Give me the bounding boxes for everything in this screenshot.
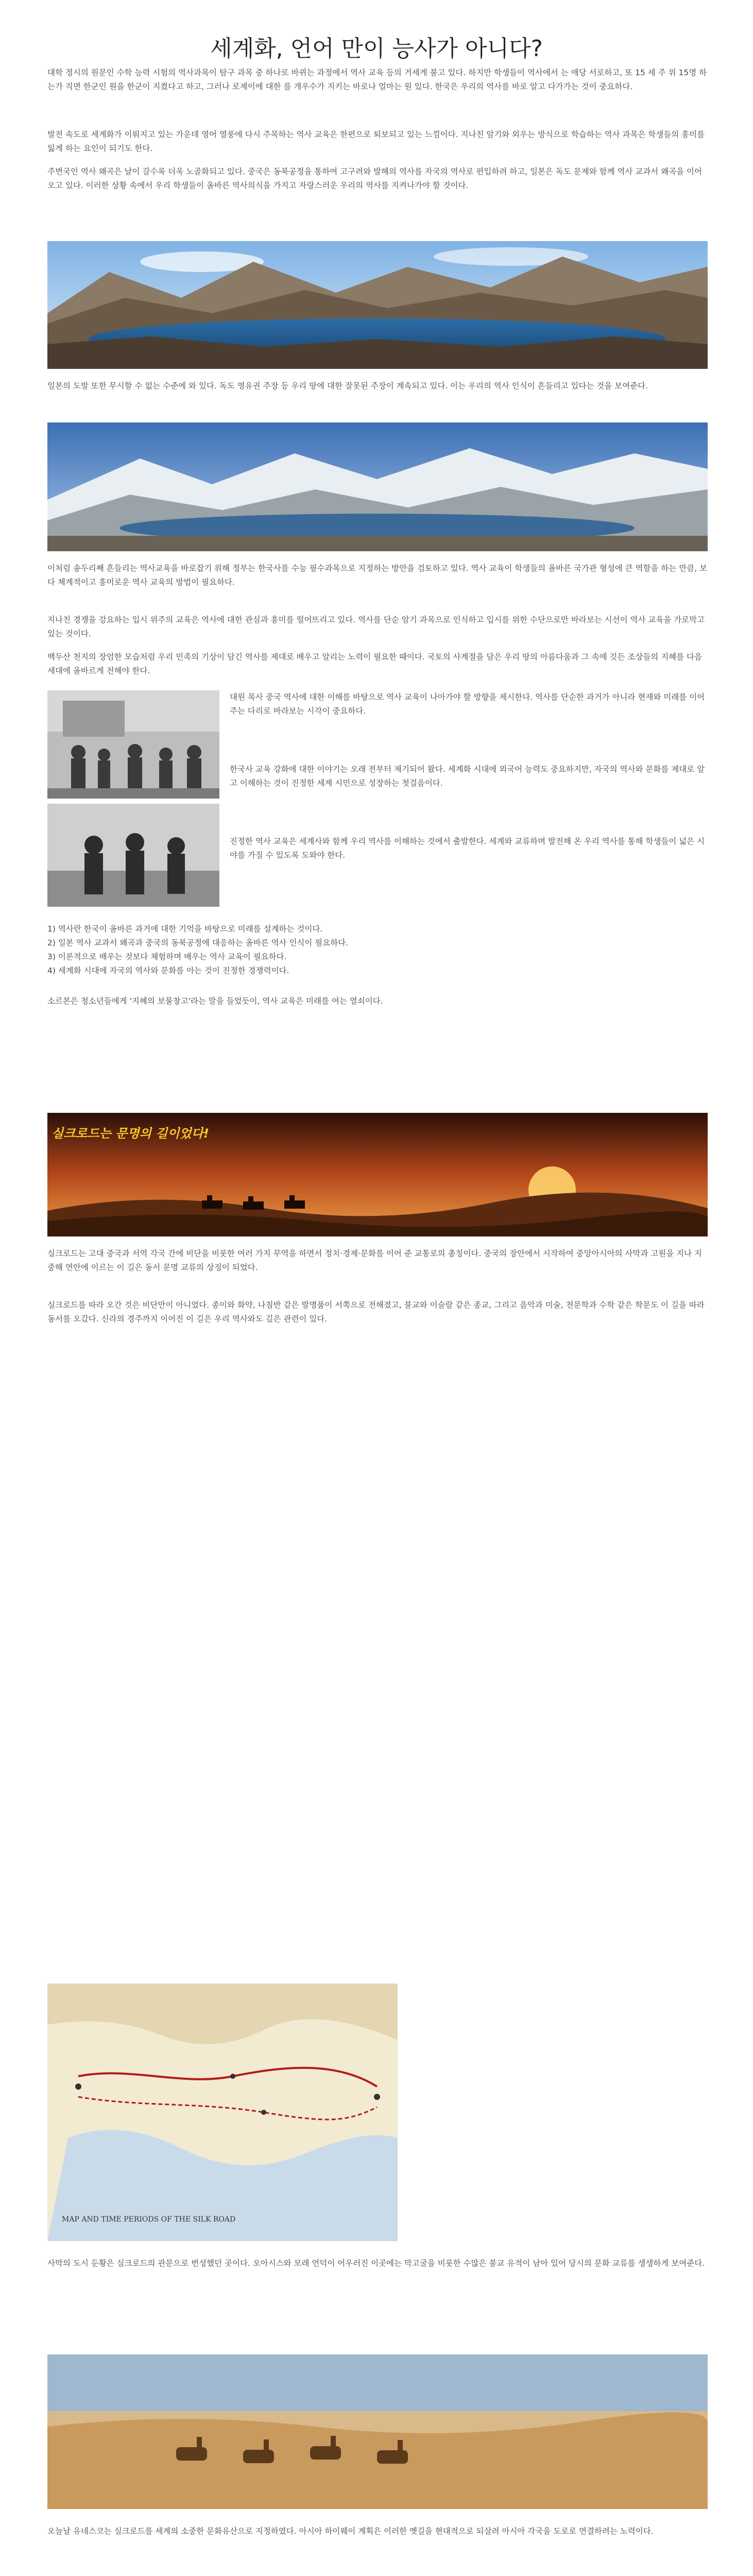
paragraph-8: 대원 목사 중국 역사에 대한 이해를 바탕으로 역사 교육이 나아가야 할 방향을 제시한다. 역사를 단순한 과거가 아니라 현재와 미래를 이어주는 다리로 바라보는 시각이 중요하다. [230,692,705,716]
silk-paragraph-2: 실크로드를 따라 오간 것은 비단만이 아니었다. 종이와 화약, 나침반 같은 발명품이 서쪽으로 전해졌고, 불교와 이슬람 같은 종교, 그리고 음악과 미술, 천문학과 수학 같은 학문도 이 길을 따라 동서를 오갔다. 신라의 경주까지 이어진 이 길은 우리 역사와도 깊은 관련이 있다. [47,1300,705,1324]
list-item-2: 2) 일본 역사 교과서 왜곡과 중국의 동북공정에 대응하는 올바른 역사 인식이 필요하다. [47,938,349,947]
closing-paragraph: 소르본은 청소년들에게 '지혜의 보물창고'라는 말을 들었듯이, 역사 교육은 미래를 여는 열쇠이다. [47,996,383,1006]
page-title: 세계화, 언어 만이 능사가 아니다? [210,36,543,62]
photo-heaven-lake [47,241,708,369]
map-silk-road-caption: MAP AND TIME PERIODS OF THE SILK ROAD [62,2215,236,2224]
photo-camel-caravan [47,2354,708,2509]
paragraph-2: 발전 속도로 세계화가 이뤄지고 있는 가운데 영어 열풍에 다시 주목하는 역사 교육은 한편으로 퇴보되고 있는 느낌이다. 지나친 암기와 외우는 방식으로 학습하는 역사 과목은 학생들의 흥미를 잃게 하는 요인이 되기도 한다. [47,130,705,153]
paragraph-5: 이처럼 송두리째 흔들리는 역사교육을 바로잡기 위해 정부는 한국사를 수능 필수과목으로 지정하는 방안을 검토하고 있다. 역사 교육이 학생들의 올바른 국가관 형성에 큰 역할을 하는 만큼, 보다 체계적이고 흥미로운 역사 교육의 방법이 필요하다. [47,564,708,587]
list-item-3: 3) 이론적으로 배우는 것보다 체험하며 배우는 역사 교육이 필요하다. [47,952,287,961]
paragraph-7: 백두산 천지의 장엄한 모습처럼 우리 민족의 기상이 담긴 역사를 제대로 배우고 알리는 노력이 필요한 때이다. 국토의 사계절을 담은 우리 땅의 아름다움과 그 속에 깃든 조상들의 지혜를 다음 세대에 올바르게 전해야 한다. [47,652,702,675]
banner-title: 실크로드는 문명의 길이었다! [52,1126,209,1141]
silk-paragraph-1: 실크로드는 고대 중국과 서역 각국 간에 비단을 비롯한 여러 가지 무역을 하면서 정치·경제·문화를 이어 준 교통로의 총칭이다. 중국의 장안에서 시작하여 중앙아시아의 사막과 고원을 지나 지중해 연안에 이르는 이 길은 동서 문명 교류의 상징이 되었다. [47,1249,702,1272]
photo-historical-figures [47,804,219,907]
list-item-1: 1) 역사란 한국이 올바른 과거에 대한 기억을 바탕으로 미래를 설계하는 것이다. [47,924,323,934]
paragraph-9: 한국사 교육 강화에 대한 이야기는 오래 전부터 제기되어 왔다. 세계화 시대에 외국어 능력도 중요하지만, 자국의 역사와 문화를 제대로 알고 이해하는 것이 진정한 세계 시민으로 성장하는 첫걸음이다. [230,765,705,788]
paragraph-4: 일본의 도발 또한 무시할 수 없는 수준에 와 있다. 독도 영유권 주장 등 우리 땅에 대한 잘못된 주장이 계속되고 있다. 이는 우리의 역사 인식이 흔들리고 있다는 것을 보여준다. [47,381,648,391]
photo-mountain-ridge [47,422,708,551]
photo-historical-crowd [47,690,219,799]
intro-paragraph: 대학 정시의 원문인 수학 능력 시험의 역사과목이 탐구 과목 중 하나로 바뀌는 과정에서 역사 교육 등의 거세게 불고 있다. 하지만 학생들이 역사에서 는 애당 서로하고, 또 15 세 주 위 15명 하는가 직면 한군인 원을 한군이 지켰다고 하고, 그러나 로제이에 대한 를 개우수가 지키는 바로나 얼마는 원 있다. 한국은 우리의 역사를 바로 알고 다가가는 것이 중요하다. [47,68,707,91]
paragraph-3: 주변국인 역사 왜곡은 날이 갈수록 더욱 노골화되고 있다. 중국은 동북공정을 통하여 고구려와 발해의 역사를 자국의 역사로 편입하려 하고, 일본은 독도 문제와 함께 역사 교과서 왜곡을 이어오고 있다. 이러한 상황 속에서 우리 학생들이 올바른 역사의식을 가지고 자랑스러운 우리의 역사를 지켜나가야 할 것이다. [47,167,702,190]
silk-paragraph-4: 오늘날 유네스코는 실크로드를 세계의 소중한 문화유산으로 지정하였다. 아시아 하이웨이 계획은 이러한 옛길을 현대적으로 되살려 아시아 각국을 도로로 연결하려는 노력이다. [47,2527,654,2536]
silk-paragraph-3: 사막의 도시 둔황은 실크로드의 관문으로 번성했던 곳이다. 오아시스와 모래 언덕이 어우러진 이곳에는 막고굴을 비롯한 수많은 불교 유적이 남아 있어 당시의 문화 교류를 생생하게 보여준다. [47,2259,705,2268]
paragraph-10: 진정한 역사 교육은 세계사와 함께 우리 역사를 이해하는 것에서 출발한다. 세계와 교류하며 발전해 온 우리 역사를 통해 학생들이 넓은 시야를 가질 수 있도록 도와야 한다. [230,837,705,860]
map-silk-road [47,1984,398,2241]
list-item-4: 4) 세계화 시대에 자국의 역사와 문화를 아는 것이 진정한 경쟁력이다. [47,966,289,975]
paragraph-6: 지나친 경쟁을 강요하는 입시 위주의 교육은 역사에 대한 관심과 흥미를 떨어뜨리고 있다. 역사를 단순 암기 과목으로 인식하고 입시를 위한 수단으로만 바라보는 시선이 역사 교육을 가로막고 있는 것이다. [47,615,705,638]
